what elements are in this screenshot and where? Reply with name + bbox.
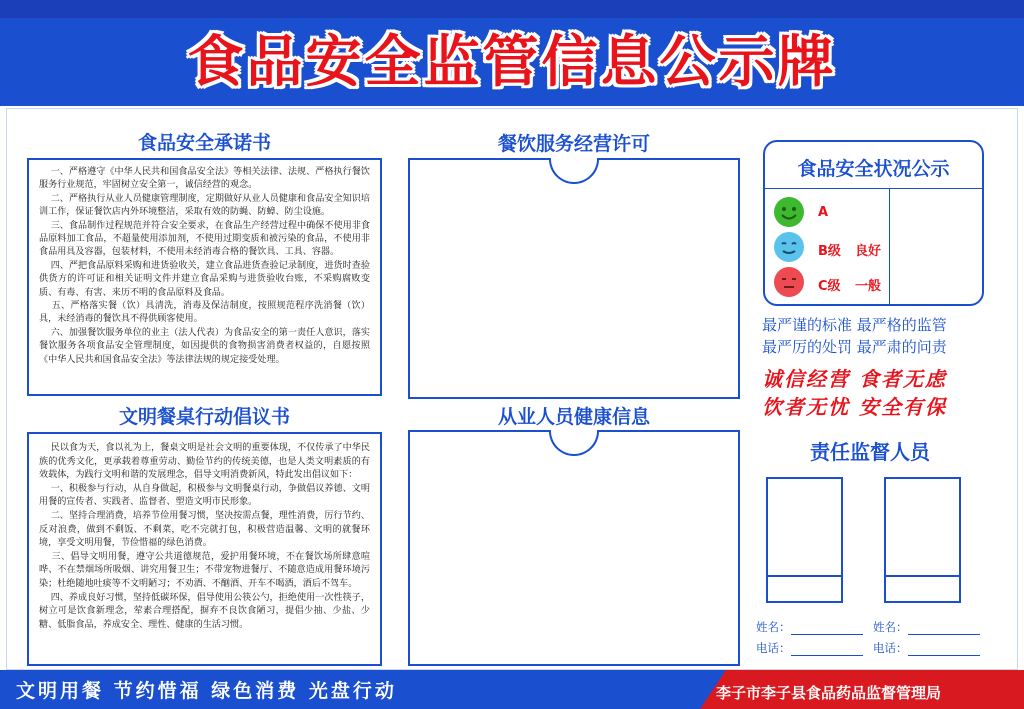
- proposal-title: 文明餐桌行动倡议书: [118, 406, 290, 428]
- status-title: 食品安全状况公示: [797, 158, 950, 180]
- commitment-title: 食品安全承诺书: [137, 132, 271, 154]
- proposal-text: 民以食为天，食以礼为上，餐桌文明是社会文明的重要体现，不仅传承了中华民族的优秀文化，更承载着尊重劳动、勤俭节约的传统美德，也是人类文明素质的有效载体，为践行文明和谐的发展理念，倡导文明消费新风，特此发出倡议如下： 一、积极参与行动，从自身做起，积极参与文明餐桌行动，争做倡议养德、文明用餐的宣传者、实践者、监督者、塑造文明市民形象。 二、坚持合理消费，培养节俭用餐习惯，坚决按需点餐，理性消费，厉行节约、反对浪费，做到不剩饭、不剩菜，吃不完就打包，积极营造温馨、文明的就餐环境，享受文明用餐，节俭惜福的绿色消费。 三、倡导文明用餐，遵守公共道德规范，爱护用餐环境，不在餐饮场所肆意喧哗、不在禁烟场所吸烟、讲究用餐卫生；不带宠物进餐厅、不随意造成用餐环境污染；杜绝随地吐痰等不文明陋习；不劝酒、不酗酒、开车不喝酒，酒后不驾车。 四、养成良好习惯，坚持低碳环保，倡导使用公筷公勺，拒绝使用一次性筷子，树立可是饮食新理念，荤素合理搭配，摒弃不良饮食陋习，提倡少抽、少盐、少糖、低脂食品，养成安全、理性、健康的生活习惯。: [39, 443, 370, 630]
- smiley-green-icon: [774, 197, 804, 227]
- phone-label-2: 电话：: [873, 641, 908, 655]
- level-a-label: A: [818, 205, 829, 220]
- smiley-red-icon: [774, 267, 804, 297]
- license-notch: [549, 158, 599, 184]
- status-divider-h: [763, 188, 984, 189]
- header-top-band: [0, 0, 1024, 18]
- name-label-1: 姓名：: [756, 620, 791, 634]
- footer-slogan: 文明用餐 节约惜福 绿色消费 光盘行动: [16, 680, 397, 702]
- level-c-desc: 一般: [855, 279, 882, 294]
- name-line-1: [791, 623, 863, 635]
- supervisor-photo-1: [766, 477, 843, 603]
- level-b-label: B级: [818, 244, 841, 259]
- health-title: 从业人员健康信息: [497, 406, 650, 428]
- supervisor-1-phone: [756, 640, 863, 656]
- footer-org: 李子市李子县食品药品监督管理局: [716, 684, 942, 702]
- license-title: 餐饮服务经营许可: [497, 133, 650, 155]
- supervisors-title: 责任监督人员: [810, 440, 930, 464]
- name-label-2: 姓名：: [873, 620, 908, 634]
- smiley-blue-icon: [774, 232, 804, 262]
- slogan-blue-line1: 最严谨的标准 最严格的监管: [762, 316, 947, 334]
- health-frame: [408, 430, 740, 666]
- level-c-label: C级: [818, 279, 841, 294]
- supervisor-2-phone: [873, 640, 980, 656]
- slogan-red-line1: 诚信经营 食者无虑: [762, 367, 947, 391]
- license-frame: [408, 158, 740, 399]
- status-divider-v: [889, 188, 890, 304]
- commitment-text: 一、严格遵守《中华人民共和国食品安全法》等相关法律、法规、严格执行餐饮服务行业规范，牢固树立安全第一，诚信经营的观念。 二、严格执行从业人员健康管理制度，定期做好从业人员健康和食品安全知识培训工作，保证餐饮店内外环境整洁，采取有效的防蝇、防蟑、防尘设施。 三、食品制作过程规范并符合安全要求，在食品生产经营过程中确保不使用非食品原料加工食品，不超量使用添加剂，不使用过期变质和被污染的食品，不使用非食品用具及容器，包装材料，不使用未经消毒合格的餐饮具、工具、容器。 四、严把食品原料采购和进货验收关，建立食品进货查验记录制度，进货时查验供货方的许可证和相关证明文件并建立食品采购与进货验收台账，不采购腐败变质、有毒、有害、来历不明的食品原料及食品。 五、严格落实餐（饮）具清洗，消毒及保洁制度，按照规范程序洗消餐（饮）具，未经消毒的餐饮具不得供顾客使用。 六、加强餐饮服务单位的业主（法人代表）为食品安全的第一责任人意识，落实餐饮服务各项食品安全管理制度，如因提供的食物损害消费者权益的，自愿按照《中华人民共和国食品安全法》等法律法规的规定接受处理。: [39, 167, 370, 365]
- page-title: 食品安全监管信息公示牌: [187, 30, 837, 95]
- slogan-red-line2: 饮者无忧 安全有保: [762, 395, 947, 419]
- supervisor-photo-2: [884, 477, 961, 603]
- health-notch: [549, 430, 599, 456]
- phone-line-1: [791, 644, 863, 656]
- supervisor-2-name: [873, 619, 980, 635]
- commitment-box: [27, 158, 382, 396]
- slogan-blue-line2: 最严厉的处罚 最严肃的问责: [762, 338, 947, 356]
- name-line-2: [908, 623, 980, 635]
- phone-label-1: 电话：: [756, 641, 791, 655]
- level-b-desc: 良好: [855, 244, 882, 259]
- supervisor-1-name: [756, 619, 863, 635]
- proposal-box: [27, 432, 382, 666]
- phone-line-2: [908, 644, 980, 656]
